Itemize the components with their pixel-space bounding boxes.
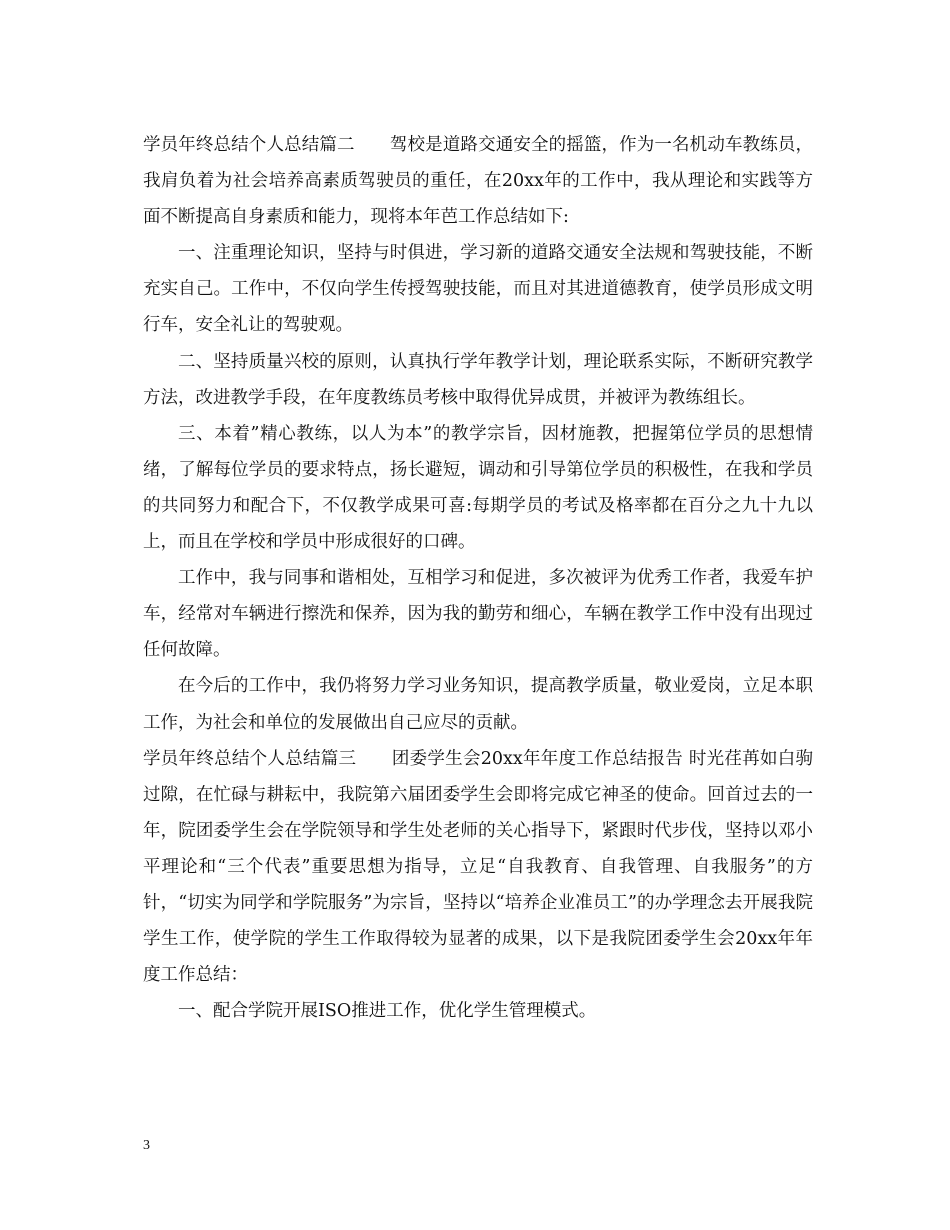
paragraph-8: 一、配合学院开展ISO推进工作，优化学生管理模式。: [178, 1001, 597, 1022]
paragraph-7: 学员年终总结个人总结篇三 团委学生会20xx年年度工作总结报告 时光荏苒如白驹过隙，在忙碌与耕耘中，我院第六届团委学生会即将完成它神圣的使命。回首过去的一年，院团委学生会在学院领导和学生处老师的关心指导下，紧跟时代步伐，坚持以邓小平理论和“三个代表”重要思想为指导，立足“自我教育、自我管理、自我服务”的方针，“切实为同学和学院服务”为宗旨，坚持以“培养企业准员工”的办学理念去开展我院学生工作，使学院的学生工作取得较为显著的成果，以下是我院团委学生会20xx年年度工作总结：: [143, 748, 813, 986]
paragraph-1: 学员年终总结个人总结篇二 驾校是道路交通安全的摇篮，作为一名机动车教练员，我肩负着为社会培养高素质驾驶员的重任，在20xx年的工作中，我从理论和实践等方面不断提高自身素质和能力，现将本年芭工作总结如下:: [143, 135, 813, 228]
page-number: 3: [143, 1138, 150, 1153]
paragraph-2: 一、注重理论知识，坚持与时俱进，学习新的道路交通安全法规和驾驶技能，不断充实自己。工作中，不仅向学生传授驾驶技能，而且对其进道德教育，使学员形成文明行车，安全礼让的驾驶观。: [143, 243, 813, 336]
paragraph-5: 工作中，我与同事和谐相处，互相学习和促进，多次被评为优秀工作者，我爱车护车，经常对车辆进行擦洗和保养，因为我的勤劳和细心，车辆在教学工作中没有出现过任何故障。: [143, 568, 813, 661]
paragraph-4: 三、本着”精心教练，以人为本”的教学宗旨，因材施教，把握第位学员的思想情绪，了解每位学员的要求特点，扬长避短，调动和引导第位学员的积极性，在我和学员的共同努力和配合下，不仅教学成果可喜:每期学员的考试及格率都在百分之九十九以上，而且在学校和学员中形成很好的口碑。: [143, 423, 813, 553]
paragraph-6: 在今后的工作中，我仍将努力学习业务知识，提高教学质量，敬业爱岗，立足本职工作，为社会和单位的发展做出自己应尽的贡献。: [143, 676, 813, 733]
paragraph-3: 二、坚持质量兴校的原则，认真执行学年教学计划，理论联系实际，不断研究教学方法，改进教学手段，在年度教练员考核中取得优异成贯，并被评为教练组长。: [143, 351, 813, 408]
document-body: [143, 127, 813, 1029]
